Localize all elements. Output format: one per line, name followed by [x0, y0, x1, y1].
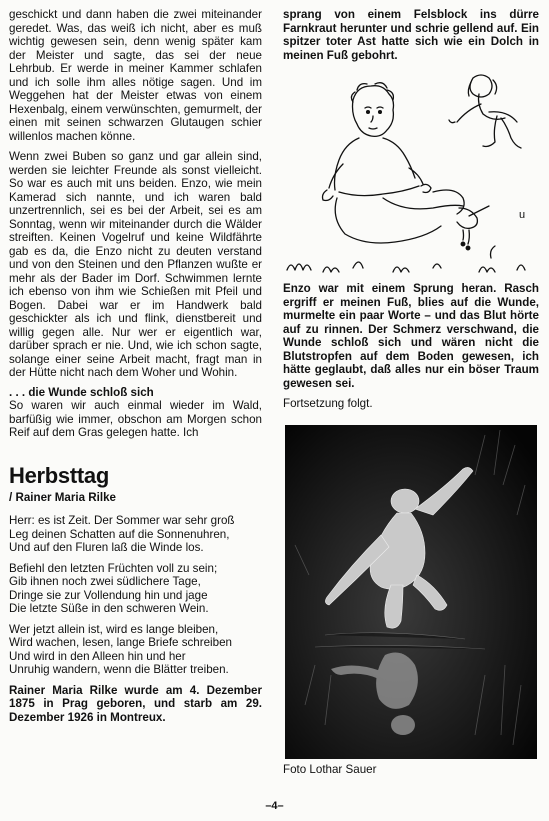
- continuation-note: Fortsetzung folgt.: [283, 397, 373, 410]
- story-subheading: . . . die Wunde schloß sich: [9, 385, 154, 399]
- story-paragraph-1: geschickt und dann haben die zwei miteinander geredet. Was, das weiß ich nicht, aber es muß wichtig gewesen sein, denn wenig später kam der Meister und sagte, das sei der neue Lehrbub. Er werde in meiner Kammer schlafen und ich solle ihm alles nötige sagen. Und im Weggehen hat der Meister etwas von einem Hexenbalg, einem verwünschten, gemurmelt, der einen mit seinen schwarzen Glutaugen schier willenlos machen könne.: [9, 8, 262, 143]
- story-paragraph-4: sprang von einem Felsblock ins dürre Farnkraut herunter und schrie gellend auf. Ein spitzer toter Ast hatte sich wie ein Dolch in meinen Fuß gebohrt.: [283, 8, 539, 62]
- poem-stanza-3: Wer jetzt allein ist, wird es lange bleiben, Wird wachen, lesen, lange Briefe schreiben Und wird in den Alleen hin und her Unruhig wandern, wenn die Blätter treiben.: [9, 622, 232, 676]
- poem-title: Herbsttag: [9, 462, 109, 488]
- poem-author: / Rainer Maria Rilke: [9, 490, 116, 504]
- left-column: [9, 8, 262, 724]
- right-column: [283, 8, 539, 776]
- poem-stanza-2: Befiehl den letzten Früchten voll zu sein; Gib ihnen noch zwei südlichere Tage, Dringe sie zur Vollendung hin und jage Die letzte Süße in den schweren Wein.: [9, 561, 218, 615]
- illustration-signature: u: [519, 209, 526, 221]
- photo-boy-by-water: [285, 425, 537, 759]
- story-paragraph-5: Enzo war mit einem Sprung heran. Rasch ergriff er meinen Fuß, blies auf die Wunde, murmelte ein paar Worte – und das Blut hörte auf zu rinnen. Der Schmerz verschwand, die Wunde schloß sich und wären nicht die Blutstropfen auf dem Boden gewesen, ich hätte geglaubt, daß alles nur ein böser Traum gewesen sei.: [283, 282, 539, 390]
- story-illustration: [283, 68, 539, 278]
- story-paragraph-2: Wenn zwei Buben so ganz und gar allein sind, werden sie leichter Freunde als sonst vielleicht. So war es auch mit uns beiden. Enzo, wie mein Kamerad sich nannte, und ich waren bald unzertrennlich, sei es bei der Arbeit, sei es am Sonntag, wenn wir miteinander durch die Wälder streiften. Keinen Vogelruf und keine Wildfährte gab es da, die Enzo nicht zu deuten verstand und von den Steinen und den Pflanzen wußte er mehr als der Bader im Dorf. Schwimmen lernte ich ebenso von ihm wie Schießen mit Pfeil und Bogen. Dabei war er im Handwerk bald geschickter als ich und flink, dienstbereit und willig gegen alle. Nur wer er eigentlich war, darüber sprach er nie. Und, wie ich schon sagte, solange einer seine Arbeit macht, fragt man in der Hütte nicht nach dem Woher und Wohin.: [9, 150, 262, 379]
- poet-bio: Rainer Maria Rilke wurde am 4. Dezember 1875 in Prag geboren, und starb am 29. Dezember 1926 in Montreux.: [9, 683, 262, 724]
- poem-body: [9, 514, 262, 677]
- story-paragraph-3: So waren wir auch einmal wieder im Wald, barfüßig wie immer, obschon am Morgen schon Reif auf dem Gras gelegen hatte. Ich: [9, 399, 262, 439]
- poem-stanza-1: Herr: es ist Zeit. Der Sommer war sehr groß Leg deinen Schatten auf die Sonnenuhren, Und auf den Fluren laß die Winde los.: [9, 514, 235, 554]
- page-number: –4–: [265, 800, 284, 812]
- photo-caption: Foto Lothar Sauer: [283, 762, 377, 776]
